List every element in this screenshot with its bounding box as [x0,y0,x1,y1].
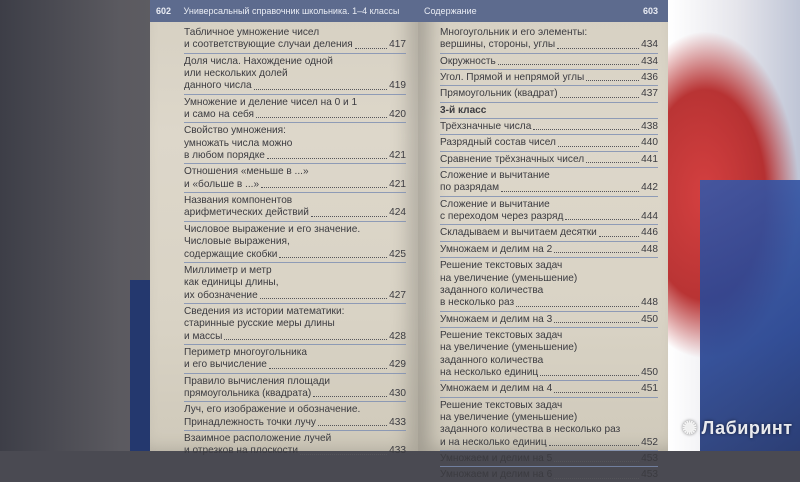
toc-entry-line [440,244,658,256]
dot-leader [498,56,639,65]
toc-page-number: 440 [641,137,658,149]
toc-page-number: 425 [389,248,406,260]
toc-page-number: 434 [641,55,658,67]
toc-entry [184,166,406,191]
toc-entry [440,154,658,166]
toc-entry-text: на несколько единиц [440,366,539,378]
entry-separator [440,69,658,70]
toc-entry-text: Умножаем и делим на 2 [440,243,553,255]
toc-entry-text: и «больше в ...» [184,178,260,190]
entry-separator [184,163,406,164]
toc-page-number: 417 [389,39,406,51]
toc-entry-text: в несколько раз [440,297,515,309]
toc-entry-line [184,138,406,150]
toc-entry-text: арифметических действий [184,207,309,219]
right-toc-list [440,27,658,482]
toc-entry-text: Сведения из истории математики: [184,305,345,317]
toc-entry [184,306,406,343]
toc-entry-text: на увеличение (уменьшение) [440,411,578,423]
toc-entry-line [184,347,406,359]
toc-entry-text: Умножаем и делим на 6 [440,469,553,481]
dot-leader [318,417,387,426]
entry-separator [440,151,658,152]
left-page [150,0,418,457]
toc-entry-text: Угол. Прямой и непрямой углы [440,72,585,84]
toc-page-number: 450 [641,313,658,325]
toc-page-number: 451 [641,383,658,395]
toc-entry-line [184,359,406,371]
toc-entry-line [184,318,406,330]
dot-leader [586,72,639,81]
toc-entry [440,56,658,68]
toc-entry [184,376,406,401]
labyrinth-logo-icon: ✺ [682,418,698,438]
entry-separator [184,122,406,123]
toc-entry-text: Многоугольник и его элементы: [440,27,588,38]
dot-leader [267,150,387,159]
dot-leader [554,383,639,392]
toc-entry [440,400,658,449]
toc-entry-text: и его вычисление [184,359,267,371]
toc-entry-line [184,404,406,416]
toc-entry-line [440,437,658,449]
entry-separator [440,397,658,398]
left-header-title: Универсальный справочник школьника. 1–4 классы [183,6,400,16]
toc-entry-text: на увеличение (уменьшение) [440,272,578,284]
dot-leader [269,359,387,368]
toc-entry-text: Прямоугольник (квадрат) [440,88,558,100]
toc-page-number: 437 [641,88,658,100]
dot-leader [355,39,387,48]
toc-entry-text: и отрезков на плоскости [184,445,298,457]
toc-entry-text: Луч, его изображение и обозначение. [184,404,361,416]
entry-separator [184,53,406,54]
toc-entry [440,72,658,84]
entry-separator [184,94,406,95]
toc-entry-text: Умножение и деление чисел на 0 и 1 [184,96,358,108]
watermark [682,418,793,439]
dot-leader [501,182,639,191]
toc-entry-line [440,330,658,342]
toc-page-number: 446 [641,227,658,239]
cover-back-edge [130,280,150,451]
toc-entry-line [440,367,658,379]
toc-page-number: 438 [641,121,658,133]
dot-leader [224,331,387,340]
toc-entry [440,469,658,481]
toc-entry-line [184,109,406,121]
toc-entry [440,330,658,379]
toc-entry-text: заданного количества [440,284,544,296]
dot-leader [313,388,387,397]
toc-entry-line [184,195,406,207]
toc-page-number: 442 [641,182,658,194]
dot-leader [540,367,639,376]
entry-separator [440,102,658,103]
toc-page-number: 450 [641,366,658,378]
toc-entry [184,195,406,220]
toc-entry-text: данного числа [184,80,252,92]
toc-entry-text: содержащие скобки [184,248,278,260]
toc-entry-line [440,72,658,84]
toc-entry-text: Периметр многоугольника [184,346,307,358]
entry-separator [440,118,658,119]
entry-separator [440,257,658,258]
toc-page-number: 420 [389,109,406,121]
toc-entry-text: Взаимное расположение лучей [184,432,332,444]
toc-entry-line [184,376,406,388]
dot-leader [261,179,387,188]
toc-page-number: 441 [641,153,658,165]
toc-entry-line [440,273,658,285]
toc-entry-text: и массы [184,330,223,342]
entry-separator [440,134,658,135]
toc-page-number: 428 [389,330,406,342]
toc-entry-line [184,166,406,178]
toc-entry [440,121,658,133]
toc-entry-line [440,227,658,239]
toc-entry-line [440,211,658,223]
toc-page-number: 429 [389,359,406,371]
entry-separator [184,303,406,304]
toc-entry [184,27,406,52]
dot-leader [560,88,639,97]
toc-entry-text: в любом порядке [184,150,265,162]
toc-entry-line [184,445,406,457]
entry-separator [184,344,406,345]
entry-separator [184,373,406,374]
toc-entry-line [440,453,658,465]
toc-entry-text: Миллиметр и метр [184,264,272,276]
dot-leader [516,297,639,306]
toc-page-number: 453 [641,452,658,464]
toc-entry [184,347,406,372]
right-page-header [418,0,668,22]
toc-entry-line [440,297,658,309]
toc-entry-text: прямоугольника (квадрата) [184,387,312,399]
toc-entry-text: Умножаем и делим на 3 [440,313,553,325]
toc-page-number: 448 [641,297,658,309]
toc-page-number: 433 [389,416,406,428]
dot-leader [254,80,388,89]
toc-entry [440,260,658,309]
toc-entry-line [440,412,658,424]
right-header-title: Содержание [424,6,477,16]
entry-separator [440,196,658,197]
dot-leader [554,453,639,462]
entry-separator [440,224,658,225]
toc-page-number: 433 [389,445,406,457]
dot-leader [549,437,640,446]
toc-entry-text: умножать числа можно [184,137,293,149]
toc-entry-text: Доля числа. Нахождение одной [184,55,333,67]
toc-entry-line [440,469,658,481]
toc-entry-text: Решение текстовых задач [440,329,563,341]
toc-entry-line [440,355,658,367]
entry-separator [440,311,658,312]
toc-entry [184,433,406,458]
toc-entry-line [184,249,406,261]
dot-leader [554,314,639,323]
toc-entry-text: с переходом через разряд [440,211,564,223]
dot-leader [554,244,639,253]
dot-leader [554,469,639,478]
toc-page-number: 424 [389,207,406,219]
watermark-text: Лабиринт [701,418,793,438]
toc-entry [440,137,658,149]
toc-entry-line [184,56,406,68]
toc-entry-line [184,388,406,400]
toc-entry-text: и соответствующие случаи деления [184,39,353,51]
toc-entry-text: Названия компонентов [184,195,293,207]
toc-entry-line [184,68,406,80]
entry-separator [440,85,658,86]
toc-entry-line [440,137,658,149]
dot-leader [599,227,639,236]
entry-separator [184,192,406,193]
left-toc-list [184,27,406,458]
toc-entry-text: Сложение и вычитание [440,198,550,210]
entry-separator [440,466,658,467]
toc-page-number: 430 [389,387,406,399]
right-page-number: 603 [642,6,658,16]
toc-entry-text: Сравнение трёхзначных чисел [440,153,585,165]
entry-separator [440,167,658,168]
toc-entry-line [440,285,658,297]
toc-page-number: 448 [641,243,658,255]
toc-entry-line [440,182,658,194]
toc-entry-text: заданного количества в несколько раз [440,424,621,436]
toc-entry-line [440,88,658,100]
toc-page-number: 421 [389,178,406,190]
toc-entry-line [184,265,406,277]
toc-page-number: 452 [641,436,658,448]
dot-leader [260,290,387,299]
toc-entry [184,265,406,302]
toc-entry-text: старинные русские меры длины [184,318,335,330]
toc-entry-line [184,39,406,51]
toc-page-number: 434 [641,39,658,51]
toc-entry [440,453,658,465]
toc-entry-line [184,306,406,318]
toc-entry-text: Умножаем и делим на 4 [440,383,553,395]
toc-entry-text: Окружность [440,55,496,67]
toc-entry [440,383,658,395]
dot-leader [586,154,639,163]
entry-separator [184,401,406,402]
toc-entry-text: Решение текстовых задач [440,399,563,411]
entry-separator [440,53,658,54]
toc-entry-line [184,277,406,289]
toc-entry-line [440,260,658,272]
toc-entry-line [184,27,406,39]
toc-entry [184,125,406,162]
left-page-number: 602 [156,6,172,16]
toc-entry [184,56,406,93]
entry-separator [440,241,658,242]
toc-entry-text: Отношения «меньше в ...» [184,166,309,178]
toc-entry-line [184,224,406,236]
toc-page-number: 444 [641,211,658,223]
grade-heading: 3-й класс [440,104,487,116]
toc-entry [440,314,658,326]
toc-entry [440,27,658,52]
toc-entry-line [440,342,658,354]
toc-entry-line [184,150,406,162]
toc-entry-text: как единицы длины, [184,277,279,289]
toc-entry-line [440,121,658,133]
toc-entry-text: Складываем и вычитаем десятки [440,227,597,239]
toc-entry-line [440,314,658,326]
toc-entry-text: по разрядам [440,182,500,194]
toc-page-number: 427 [389,289,406,301]
toc-entry-line [440,383,658,395]
toc-entry-line [440,400,658,412]
toc-entry-text: их обозначение [184,289,258,301]
toc-entry-text: и на несколько единиц [440,436,547,448]
toc-entry-line [440,154,658,166]
toc-entry [440,88,658,100]
left-page-header [150,0,418,22]
toc-page-number: 436 [641,72,658,84]
toc-entry-text: Разрядный состав чисел [440,137,556,149]
toc-entry-line [440,27,658,39]
entry-separator [184,221,406,222]
toc-entry-text: или нескольких долей [184,68,288,80]
toc-entry-line [184,290,406,302]
toc-entry-text: Свойство умножения: [184,125,286,137]
right-page [418,0,668,481]
toc-entry [184,97,406,122]
dot-leader [533,121,639,130]
toc-entry-line [184,331,406,343]
toc-entry-line [184,417,406,429]
dot-leader [256,109,387,118]
toc-entry [440,199,658,224]
toc-entry-line [184,125,406,137]
dot-leader [558,137,639,146]
entry-separator [440,327,658,328]
toc-entry-text: заданного количества [440,354,544,366]
dot-leader [279,249,387,258]
toc-entry-line [184,97,406,109]
toc-entry-line [440,56,658,68]
toc-entry-text: и само на себя [184,109,255,121]
entry-separator [184,262,406,263]
toc-entry-line [184,207,406,219]
toc-entry-text: Числовые выражения, [184,236,290,248]
toc-page-number: 453 [641,469,658,481]
toc-entry [440,244,658,256]
toc-entry-line [184,80,406,92]
toc-entry-text: Умножаем и делим на 5 [440,452,553,464]
toc-page-number: 421 [389,150,406,162]
toc-entry-line [440,170,658,182]
toc-entry-text: Трёхзначные числа [440,121,532,133]
toc-entry-line [184,236,406,248]
cover-blue-graphic [700,180,800,451]
toc-entry-text: Сложение и вычитание [440,170,550,182]
toc-entry-text: Принадлежность точки лучу [184,416,316,428]
toc-entry-line [440,39,658,51]
toc-entry-line [184,433,406,445]
toc-entry-text: на увеличение (уменьшение) [440,342,578,354]
toc-entry [440,105,658,117]
dot-leader [300,445,387,454]
toc-entry [440,227,658,239]
entry-separator [184,430,406,431]
toc-entry-text: Решение текстовых задач [440,260,563,272]
toc-entry-line [184,179,406,191]
toc-entry-line [440,424,658,436]
dot-leader [557,39,639,48]
toc-entry-text: Правило вычисления площади [184,375,330,387]
toc-page-number: 419 [389,80,406,92]
toc-entry-text: Табличное умножение чисел [184,27,320,38]
toc-entry [184,404,406,429]
dot-leader [565,211,639,220]
toc-entry-line [440,199,658,211]
entry-separator [440,380,658,381]
toc-entry-text: вершины, стороны, углы [440,39,556,51]
toc-entry-text: Числовое выражение и его значение. [184,223,361,235]
toc-entry [184,224,406,261]
toc-entry [440,170,658,195]
dot-leader [311,207,387,216]
